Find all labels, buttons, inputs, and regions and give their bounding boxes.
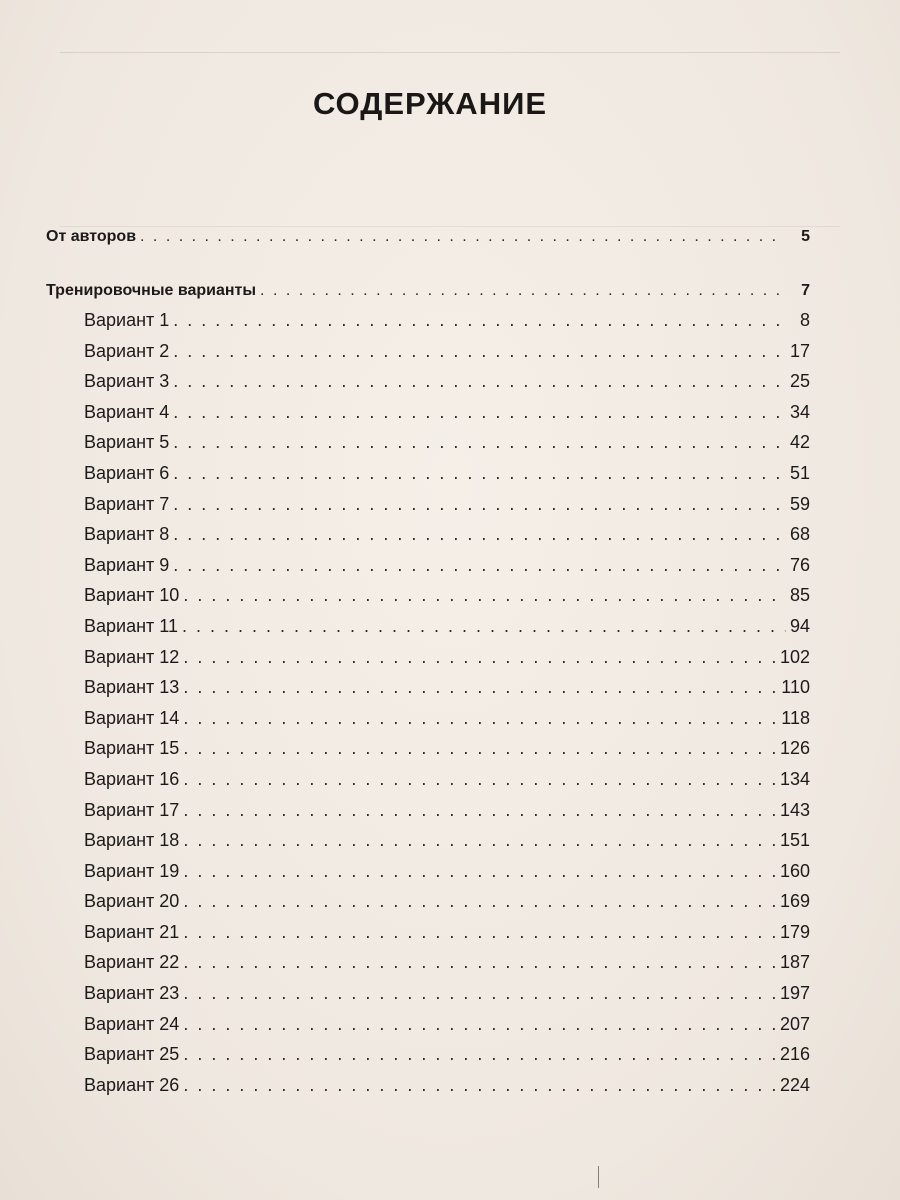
toc-section-training-variants[interactable] (46, 282, 810, 310)
variant-list (46, 310, 810, 1105)
toc-variant-item[interactable] (46, 432, 810, 463)
toc-variant-label: Вариант 12 (84, 646, 180, 667)
toc-page-number: 5 (801, 228, 810, 245)
toc-page-number: 216 (779, 1044, 810, 1065)
toc-variant-item[interactable] (46, 983, 810, 1014)
toc-variant-label: Вариант 21 (84, 921, 180, 942)
dot-leader (173, 432, 786, 453)
toc-variant-item[interactable] (46, 371, 810, 402)
dot-leader (183, 922, 776, 943)
toc-page-number: 85 (789, 585, 810, 606)
toc-page-number: 110 (781, 677, 810, 698)
toc-variant-item[interactable] (46, 738, 810, 769)
dot-leader (173, 341, 786, 362)
toc-page-number: 179 (779, 921, 810, 942)
toc-variant-item[interactable] (46, 402, 810, 433)
dot-leader (183, 769, 776, 790)
toc-variant-item[interactable] (46, 952, 810, 983)
toc-variant-item[interactable] (46, 585, 810, 616)
toc-variant-label: Вариант 5 (84, 432, 170, 453)
dot-leader (173, 524, 786, 545)
toc-variant-item[interactable] (46, 922, 810, 953)
toc-page-number: 76 (789, 554, 810, 575)
toc-variant-item[interactable] (46, 769, 810, 800)
dot-leader (183, 1044, 776, 1065)
toc-variant-item[interactable] (46, 830, 810, 861)
dot-leader (183, 677, 777, 698)
toc-variant-item[interactable] (46, 800, 810, 831)
dot-leader (182, 616, 786, 637)
bleed-through-rule (60, 52, 840, 53)
toc-variant-item[interactable] (46, 708, 810, 739)
dot-leader (260, 282, 786, 300)
toc-variant-label: Вариант 15 (84, 738, 180, 759)
toc-variant-label: Вариант 13 (84, 677, 180, 698)
toc-variant-item[interactable] (46, 555, 810, 586)
toc-variant-label: Вариант 1 (84, 310, 170, 330)
toc-page-number: 207 (779, 1013, 810, 1034)
toc-variant-label: Вариант 8 (84, 524, 170, 545)
toc-page-number: 25 (789, 371, 810, 392)
dot-leader (173, 494, 786, 515)
toc-section-label: Тренировочные варианты (46, 282, 257, 299)
toc-variant-label: Вариант 16 (84, 768, 180, 789)
toc-variant-label: Вариант 6 (84, 462, 170, 483)
dot-leader (173, 371, 786, 392)
toc-variant-label: Вариант 23 (84, 983, 180, 1004)
toc-section-authors[interactable] (46, 228, 810, 258)
dot-leader (183, 861, 776, 882)
toc-page-number: 169 (779, 891, 810, 912)
dot-leader (183, 738, 776, 759)
toc-page-number: 7 (801, 282, 810, 299)
toc-variant-label: Вариант 20 (84, 891, 180, 912)
dot-leader (183, 1014, 776, 1035)
toc-variant-label: Вариант 9 (84, 554, 170, 575)
dot-leader (173, 402, 786, 423)
bleed-through-rule (60, 226, 840, 227)
toc-page-number: 51 (789, 462, 810, 483)
toc-variant-label: Вариант 22 (84, 952, 180, 973)
toc-variant-item[interactable] (46, 1014, 810, 1045)
toc-page-number: 118 (781, 707, 810, 728)
dot-leader (183, 585, 786, 606)
toc-variant-label: Вариант 4 (84, 401, 170, 422)
dot-leader (183, 1075, 776, 1096)
dot-leader (173, 555, 786, 576)
dot-leader (173, 310, 786, 331)
toc-variant-item[interactable] (46, 1075, 810, 1106)
toc-variant-item[interactable] (46, 677, 810, 708)
toc-variant-item[interactable] (46, 1044, 810, 1075)
toc-page-number: 68 (789, 524, 810, 545)
toc-variant-item[interactable] (46, 891, 810, 922)
toc-variant-item[interactable] (46, 647, 810, 678)
toc-section-label: От авторов (46, 228, 137, 245)
toc-page-number: 160 (779, 860, 810, 881)
toc-variant-item[interactable] (46, 616, 810, 647)
toc-page-number: 143 (779, 799, 810, 820)
toc-variant-label: Вариант 14 (84, 707, 180, 728)
toc-variant-item[interactable] (46, 861, 810, 892)
toc-page-number: 224 (779, 1074, 810, 1095)
toc-page-number: 34 (789, 401, 810, 422)
toc-page-number: 94 (789, 615, 810, 636)
table-of-contents (46, 228, 810, 1105)
toc-page-number: 187 (779, 952, 810, 973)
toc-page-number: 59 (789, 493, 810, 514)
toc-page-number: 134 (779, 768, 810, 789)
toc-page-number: 197 (779, 983, 810, 1004)
dot-leader (183, 983, 776, 1004)
dot-leader (183, 891, 776, 912)
toc-variant-label: Вариант 24 (84, 1013, 180, 1034)
toc-variant-label: Вариант 17 (84, 799, 180, 820)
dot-leader (183, 952, 776, 973)
dot-leader (183, 800, 776, 821)
toc-page-number: 151 (779, 830, 810, 851)
toc-variant-label: Вариант 26 (84, 1074, 180, 1095)
page-crease-mark (598, 1166, 599, 1188)
toc-variant-label: Вариант 11 (84, 615, 178, 636)
dot-leader (183, 647, 776, 668)
toc-page-number: 17 (789, 340, 810, 361)
toc-variant-label: Вариант 2 (84, 340, 170, 361)
dot-leader (140, 228, 786, 246)
dot-leader (173, 463, 786, 484)
toc-variant-label: Вариант 19 (84, 860, 180, 881)
toc-page-number: 42 (789, 432, 810, 453)
toc-variant-label: Вариант 10 (84, 585, 180, 606)
toc-variant-label: Вариант 18 (84, 830, 180, 851)
toc-variant-item[interactable] (46, 494, 810, 525)
toc-variant-item[interactable] (46, 310, 810, 341)
toc-variant-label: Вариант 3 (84, 371, 170, 392)
toc-page-number: 126 (779, 738, 810, 759)
toc-variant-item[interactable] (46, 341, 810, 372)
toc-variant-item[interactable] (46, 463, 810, 494)
toc-page-number: 8 (799, 310, 810, 330)
toc-page-number: 102 (779, 646, 810, 667)
dot-leader (183, 708, 777, 729)
toc-variant-label: Вариант 7 (84, 493, 170, 514)
toc-variant-label: Вариант 25 (84, 1044, 180, 1065)
dot-leader (183, 830, 776, 851)
toc-variant-item[interactable] (46, 524, 810, 555)
page-title: СОДЕРЖАНИЕ (312, 86, 548, 121)
